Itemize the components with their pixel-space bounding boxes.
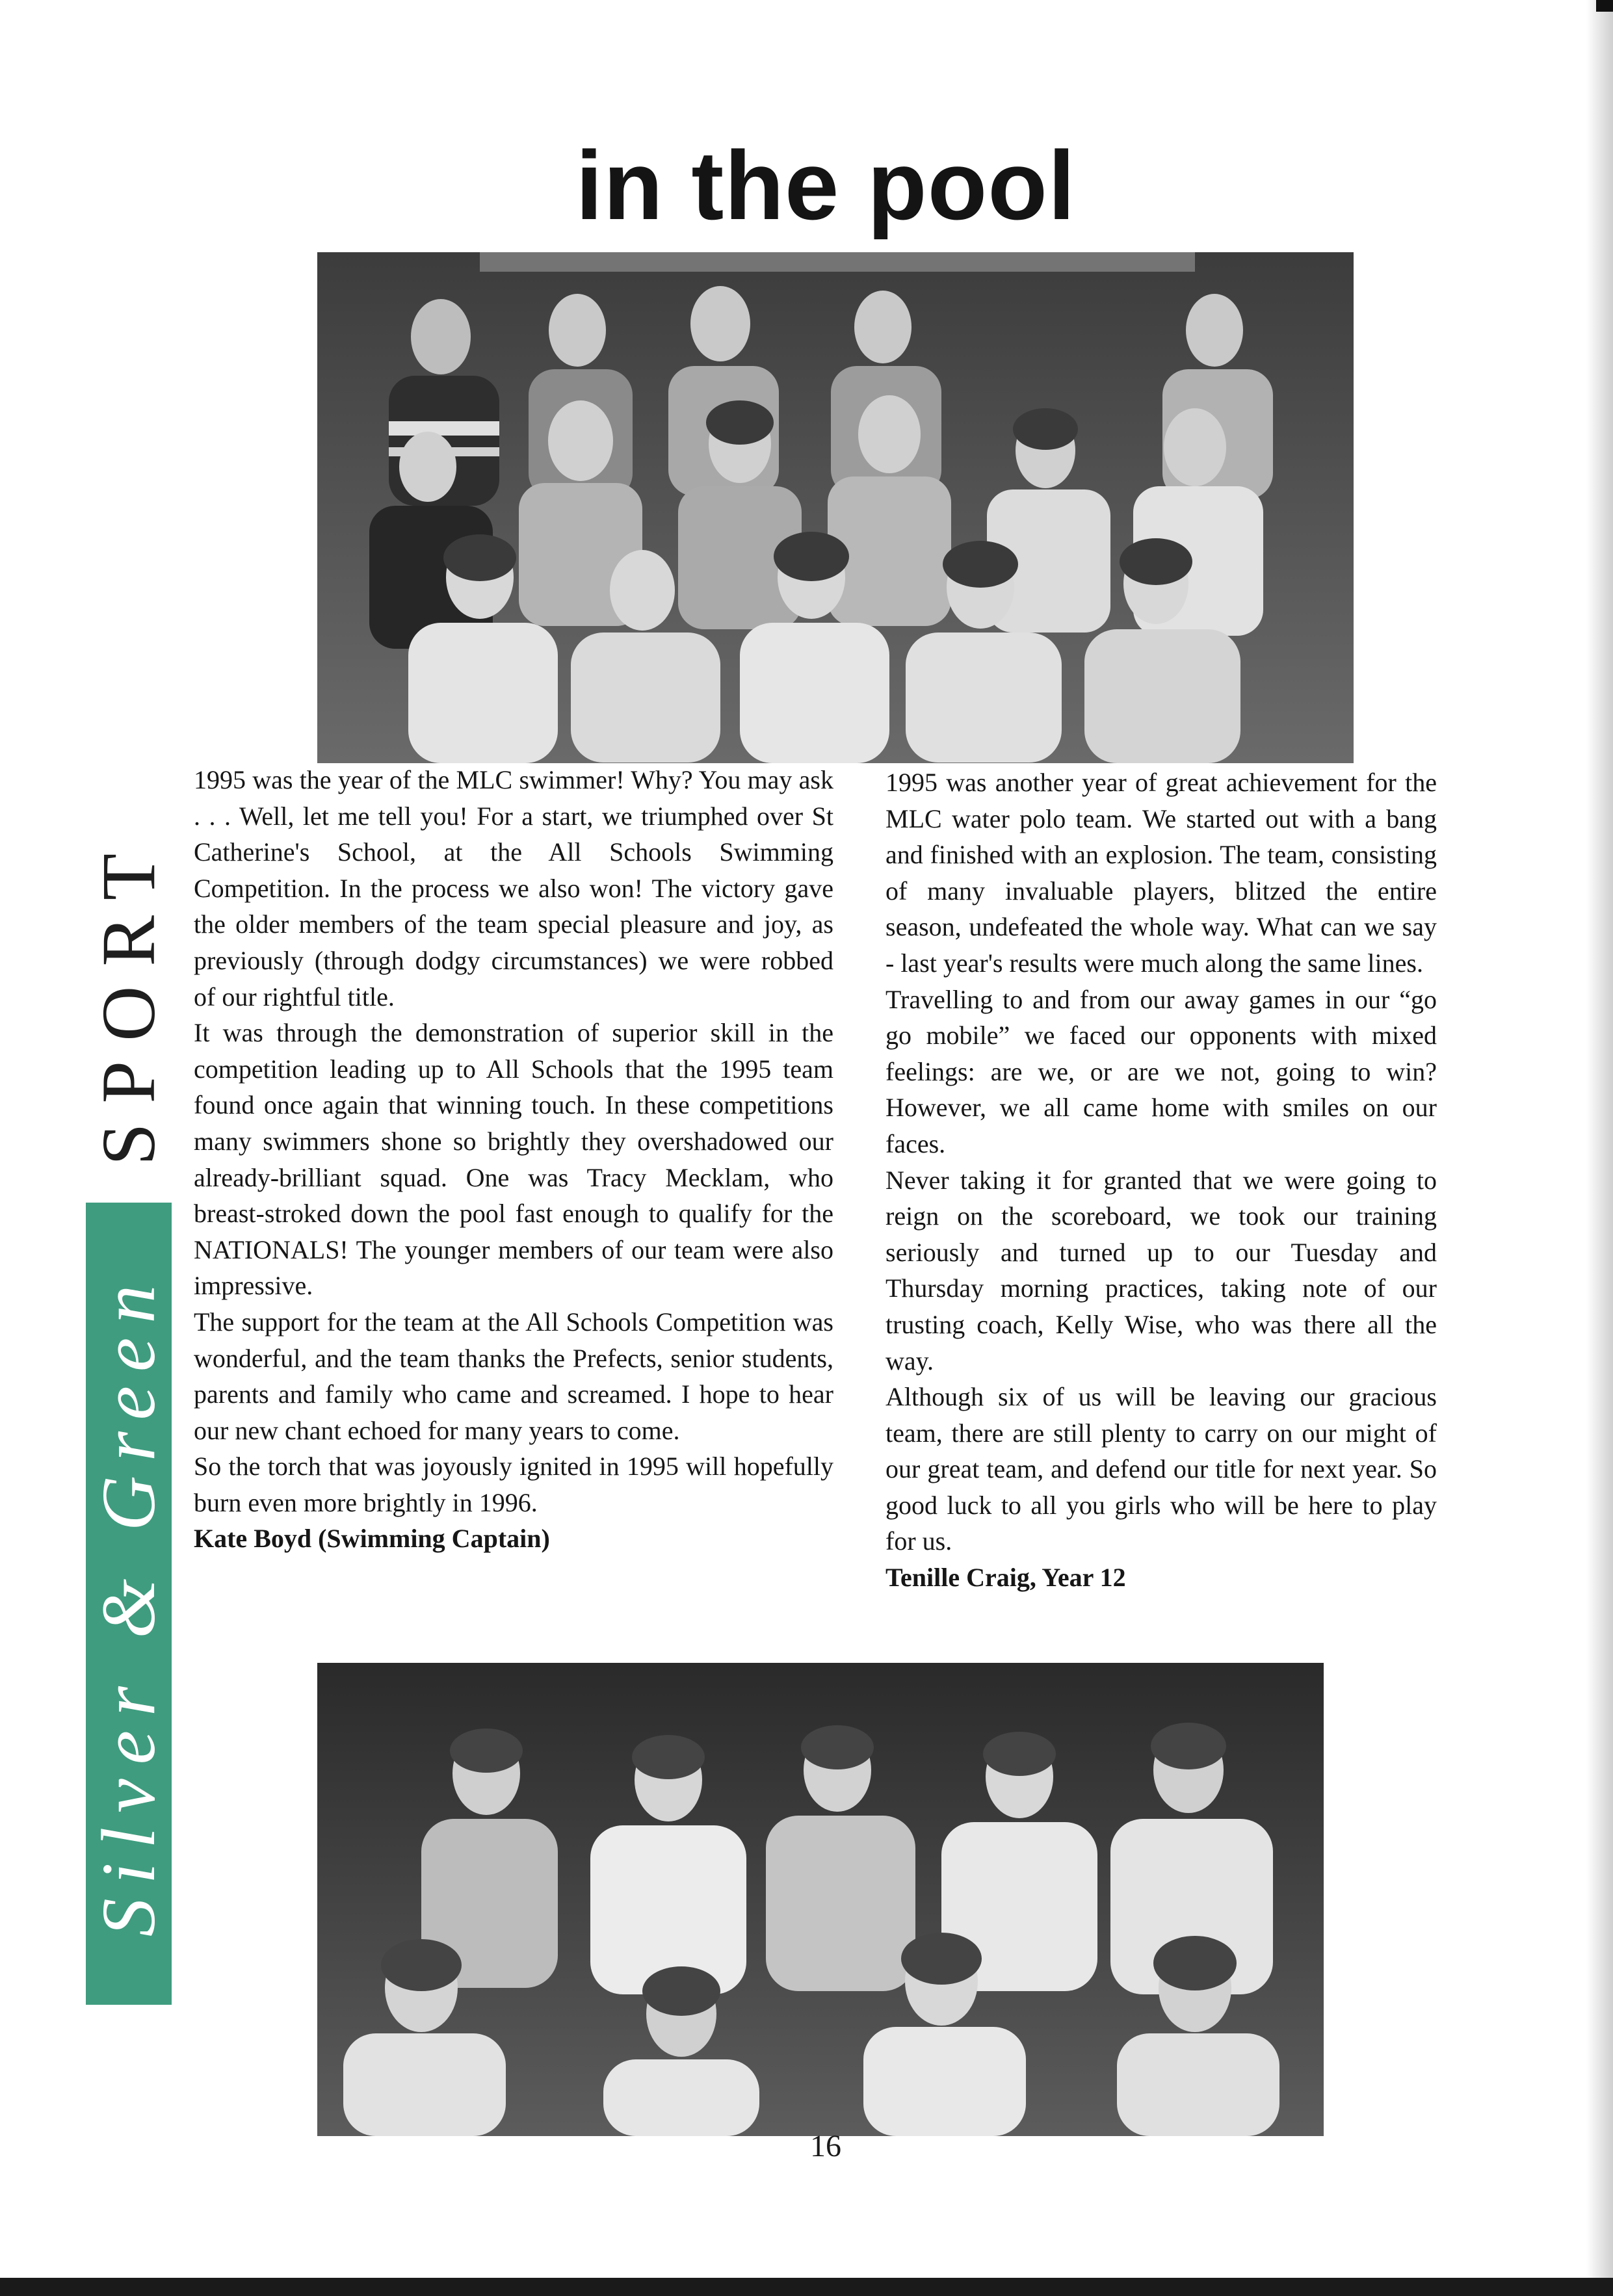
sport-label-text: SPORT xyxy=(86,833,171,1166)
article-paragraph: So the torch that was joyously ignited in 1995 will hopefully burn even more brightly in 1996. xyxy=(194,1452,833,1517)
article-paragraph: It was through the demonstration of superior skill in the competition leading up to All Schools that the 1995 team found once again that winning touch. In these competitions many swimmers shone so brightly they overshadowed our already-brilliant squad. One was Tracy Mecklam, who breast-stroked down the pool fast enough to qualify for the NATIONALS! The younger members of our team were also impressive. xyxy=(194,1018,833,1301)
sport-label xyxy=(86,792,172,1208)
article-byline: Kate Boyd (Swimming Captain) xyxy=(194,1524,550,1554)
water-polo-article xyxy=(885,764,1437,1596)
silver-green-label xyxy=(86,1203,172,2005)
article-paragraph: 1995 was the year of the MLC swimmer! Why? You may ask . . . Well, let me tell you! For a start, we triumphed over St Catherine's School, at the All Schools Swimming Competition. In the process we also won! The victory gave the older members of the team special pleasure and joy, as previously (through dodgy circumstances) we were robbed of our rightful title. xyxy=(194,765,833,1011)
silver-green-label-text: Silver & Green xyxy=(86,1270,171,1937)
side-section-label xyxy=(86,792,172,2005)
water-polo-team-photo-graphic xyxy=(317,1663,1324,2136)
page-number: 16 xyxy=(810,2129,841,2163)
scan-bottom-edge xyxy=(0,2278,1613,2296)
swimming-team-photo xyxy=(317,252,1354,763)
article-paragraph: Although six of us will be leaving our gracious team, there are still plenty to carry on our might of our great team, and defend our title for next year. So good luck to all you girls who will be here to play for us. xyxy=(885,1382,1437,1556)
article-byline: Tenille Craig, Year 12 xyxy=(885,1563,1126,1593)
page-fold-shadow xyxy=(1586,0,1613,2296)
article-paragraph: The support for the team at the All Schools Competition was wonderful, and the team thanks the Prefects, senior students, parents and family who came and screamed. I hope to hear our new chant echoed for many years to come. xyxy=(194,1307,833,1445)
article-paragraph: Never taking it for granted that we were going to reign on the scoreboard, we took our training seriously and turned up to our Tuesday and Thursday morning practices, taking note of our trusting coach, Kelly Wise, who was there all the way. xyxy=(885,1165,1437,1376)
water-polo-team-photo xyxy=(317,1663,1324,2136)
scan-edge-mark xyxy=(1596,0,1613,12)
article-paragraph: Travelling to and from our away games in our “go go mobile” we faced our opponents with mixed feelings: are we, or are we not, going to win? However, we all came home with smiles on our faces. xyxy=(885,984,1437,1158)
swimming-team-photo-graphic xyxy=(317,252,1354,763)
article-paragraph: 1995 was another year of great achievement for the MLC water polo team. We started out with a bang and finished with an explosion. The team, consisting of many invaluable players, blitzed the entire season, undefeated the whole way. What can we say - last year's results were much along the same lines. xyxy=(885,768,1437,978)
page-title: in the pool xyxy=(575,131,1076,240)
swimming-article xyxy=(194,762,833,1557)
